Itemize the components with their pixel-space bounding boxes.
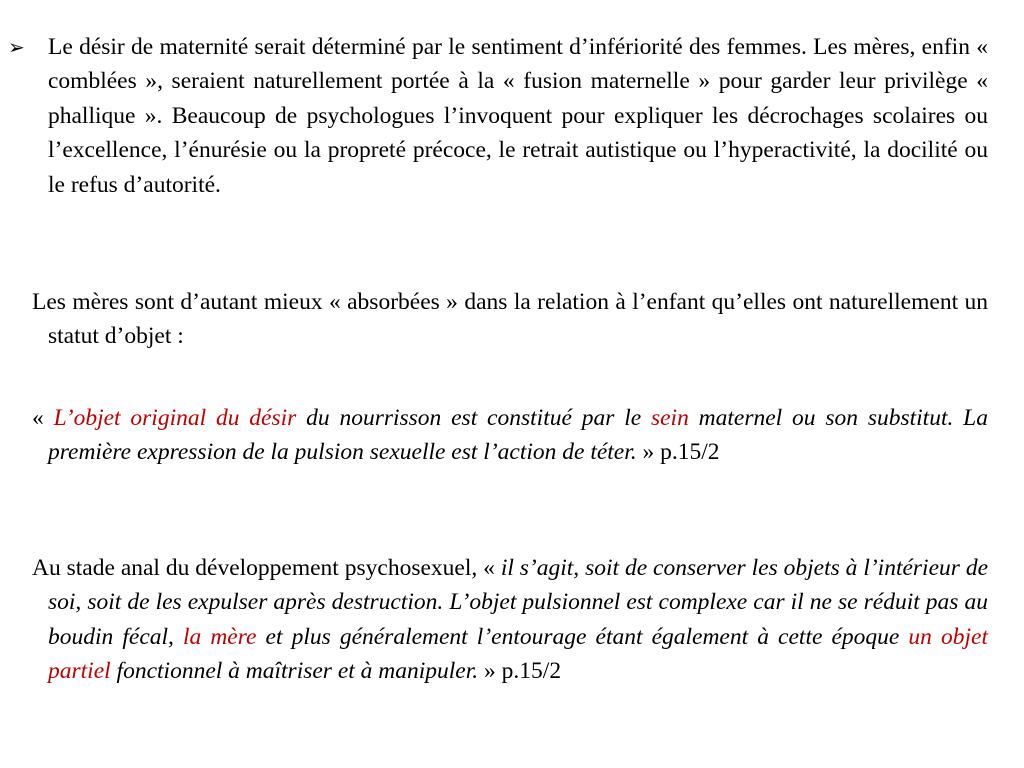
quote-original-object [32,401,988,470]
quote-text: et plus généralement l’entourage étant également à cette époque [256,623,909,650]
quote-citation: » p.15/2 [478,658,562,685]
arrowhead-right-icon: ➢ [8,35,25,59]
paragraph-mothers-absorbed [32,285,988,354]
intro-text: Au stade anal du développement psychosexuel, « [32,555,501,581]
quote-text: du nourrisson est constitué par le [296,405,651,431]
quote-text: fonctionnel à maîtriser et à manipuler. [110,658,479,685]
quote-text: maternel ou son substitut. La première expression de la pulsion sexuelle est l’action de téter. [48,405,988,466]
open-quote: « [32,405,54,431]
highlight-mother: la mère [182,623,257,650]
paragraph-text: Le désir de maternité serait déterminé par le sentiment d’infériorité des femmes. Les mères, enfin « comblées », seraient naturellement portée à la « fusion maternelle » pour garder leur privilège « phallique ». Beaucoup de psychologues l’invoquent pour expliquer les décrochages scolaires ou l’excellence, l’énurésie ou la propreté précoce, le retrait autistique ou l’hyperactivité, la docilité ou le refus d’autorité. [48,34,988,198]
paragraph-anal-stage [32,551,989,689]
paragraph-maternity-desire [8,30,988,202]
highlight-partial-object: un objet partiel [48,623,988,685]
quote-text: il s’agit, soit de conserver les objets à l’intérieur de soi, soit de les expulser après destruction. L’objet pulsionnel est complexe car il ne se réduit pas au boudin fécal, [48,555,989,650]
paragraph-text: Les mères sont d’autant mieux « absorbées » dans la relation à l’enfant qu’elles ont naturellement un statut d’objet : [32,289,988,350]
quote-citation: » p.15/2 [636,439,720,466]
highlight-original-object: L’objet original du désir [53,405,297,431]
highlight-breast: sein [650,405,689,431]
